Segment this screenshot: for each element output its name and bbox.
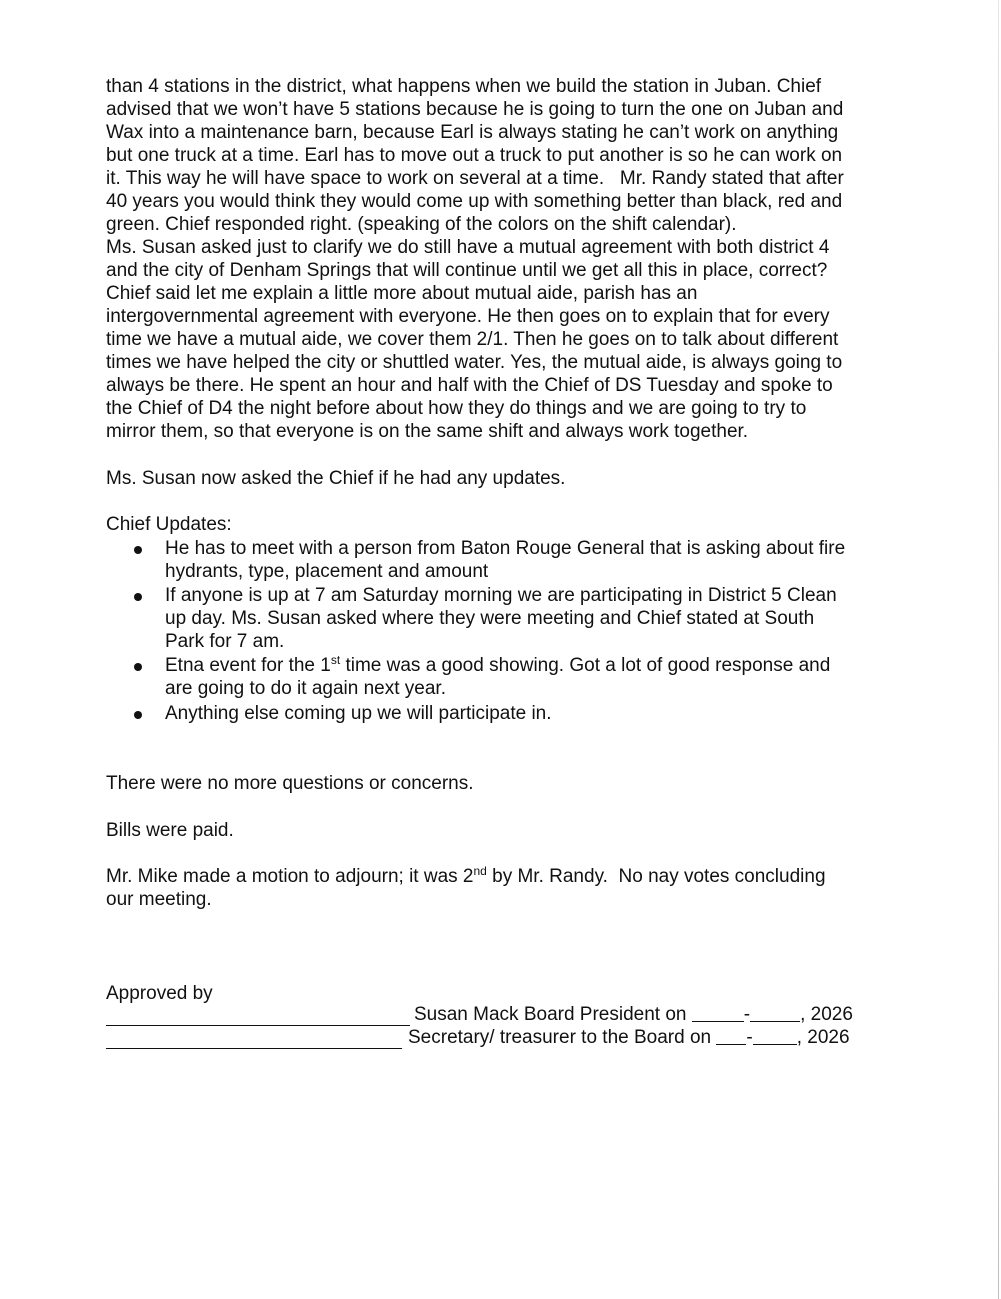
list-item-line: He has to meet with a person from Baton Rouge General that is asking about fire	[165, 538, 846, 559]
date-dash: -	[743, 1004, 751, 1025]
signature-president-caption	[414, 1003, 853, 1026]
paragraph-line: 40 years you would think they would come up with something better than black, red and	[106, 191, 843, 212]
bullet-icon	[134, 593, 142, 601]
signature-president-label: Susan Mack Board President on	[414, 1004, 692, 1025]
date-blank-month	[716, 1027, 746, 1045]
approved-by-label: Approved by	[106, 983, 213, 1004]
paragraph-line: Wax into a maintenance barn, because Earl is always stating he can’t work on anything	[106, 122, 839, 143]
list-item-text: Etna event for the 1	[165, 655, 331, 676]
paragraph-line: than 4 stations in the district, what happens when we build the station in Juban. Chief	[106, 76, 822, 97]
signature-secretary-caption	[408, 1026, 850, 1049]
paragraph-line: times we have helped the city or shuttled water. Yes, the mutual aide, is always going to	[106, 352, 843, 373]
paragraph-line: Ms. Susan asked just to clarify we do still have a mutual agreement with both district 4	[106, 237, 830, 258]
paragraph-line: and the city of Denham Springs that will continue until we get all this in place, correct?	[106, 260, 828, 281]
paragraph-line: mirror them, so that everyone is on the same shift and always work together.	[106, 421, 749, 442]
paragraph-line: but one truck at a time. Earl has to move out a truck to put another is so he can work on	[106, 145, 843, 166]
paragraph-line: intergovernmental agreement with everyone. He then goes on to explain that for every	[106, 306, 830, 327]
list-item-line: are going to do it again next year.	[165, 678, 446, 699]
date-blank-day	[750, 1004, 800, 1022]
adjourn-line: our meeting.	[106, 889, 212, 910]
adjourn-text: by Mr. Randy. No nay votes concluding	[486, 866, 826, 887]
signature-line-secretary	[106, 1048, 402, 1049]
list-item-text: time was a good showing. Got a lot of good response and	[340, 655, 831, 676]
ordinal-suffix: st	[330, 653, 341, 667]
paragraph-line: green. Chief responded right. (speaking of the colors on the shift calendar).	[106, 214, 737, 235]
bullet-icon	[134, 711, 142, 719]
adjourn-text: Mr. Mike made a motion to adjourn; it was 2	[106, 866, 474, 887]
updates-heading: Chief Updates:	[106, 514, 232, 535]
paragraph-line: advised that we won’t have 5 stations because he is going to turn the one on Juban and	[106, 99, 844, 120]
ordinal-suffix: nd	[473, 864, 487, 878]
bullet-icon	[134, 663, 142, 671]
list-item-line: hydrants, type, placement and amount	[165, 561, 489, 582]
paragraph-line: time we have a mutual aide, we cover them 2/1. Then he goes on to talk about different	[106, 329, 839, 350]
updates-question: Ms. Susan now asked the Chief if he had any updates.	[106, 468, 566, 489]
bills-text: Bills were paid.	[106, 820, 234, 841]
list-item-line: Park for 7 am.	[165, 631, 285, 652]
list-item-line: up day. Ms. Susan asked where they were meeting and Chief stated at South	[165, 608, 815, 629]
paragraph-line: the Chief of D4 the night before about how they do things and we are going to try to	[106, 398, 807, 419]
bullet-icon	[134, 546, 142, 554]
paragraph-line: Chief said let me explain a little more about mutual aide, parish has an	[106, 283, 698, 304]
signature-secretary-year: , 2026	[796, 1027, 850, 1048]
list-item-line: Anything else coming up we will participate in.	[165, 703, 552, 724]
adjourn-line	[106, 865, 826, 888]
date-blank-day	[753, 1027, 797, 1045]
signature-president-year: , 2026	[800, 1004, 853, 1025]
list-item-line: If anyone is up at 7 am Saturday morning we are participating in District 5 Clean	[165, 585, 837, 606]
scan-edge	[998, 0, 999, 1299]
no-questions-text: There were no more questions or concerns.	[106, 773, 474, 794]
signature-secretary-label: Secretary/ treasurer to the Board on	[408, 1027, 717, 1048]
paragraph-line: it. This way he will have space to work on several at a time. Mr. Randy stated that after	[106, 168, 844, 189]
date-dash: -	[746, 1027, 753, 1048]
date-blank-month	[692, 1004, 744, 1022]
list-item-line	[165, 654, 830, 677]
paragraph-line: always be there. He spent an hour and half with the Chief of DS Tuesday and spoke to	[106, 375, 833, 396]
signature-line-president	[106, 1025, 410, 1026]
